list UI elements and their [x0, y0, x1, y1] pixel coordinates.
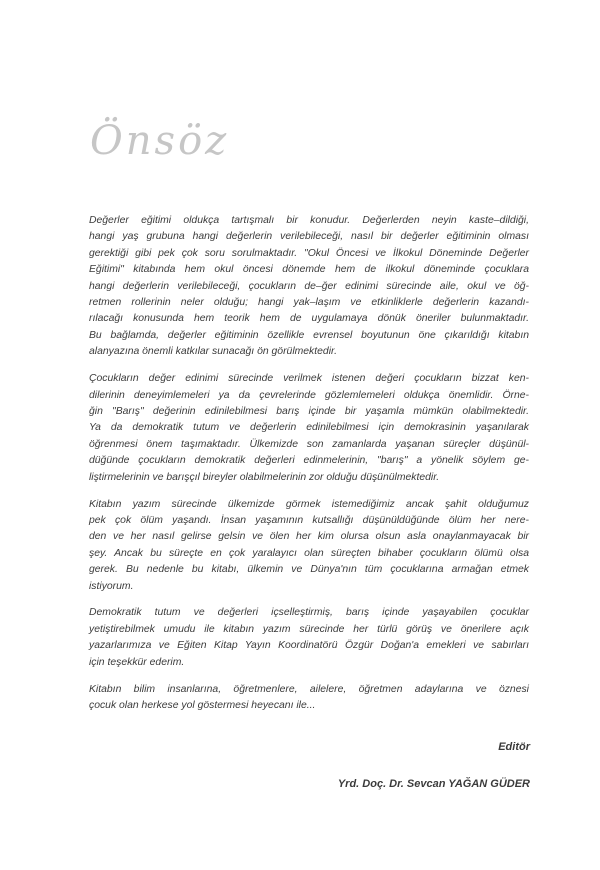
text-line: yazarlarımıza ve Eğiten Kitap Yayın Koordinatörü Özgür Doğan'a emekleri ve sabırları [89, 640, 529, 652]
paragraph-5 [89, 682, 529, 715]
text-line: Kitabın bilim insanlarına, öğretmenlere, ailelere, öğretmen adaylarına ve öznesi [89, 683, 529, 695]
text-line: pek çok ölüm yaşandı. İnsan yaşamının kutsallığı düşünüldüğünde ölüm her nere- [89, 514, 529, 526]
preface-body [89, 213, 529, 725]
text-line: ğin "Barış" değerinin edinilebilmesi barış içinde bir yaşamla mümkün olabilmektedir. [89, 405, 529, 417]
paragraph-2 [89, 371, 529, 486]
text-line: istiyorum. [89, 580, 134, 592]
paragraph-4 [89, 605, 529, 671]
text-line: retmen rollerinin neler olduğu; hangi yak–laşım ve etkinliklerle değerlerin kazandı- [89, 297, 529, 309]
signature-name: Yrd. Doç. Dr. Sevcan YAĞAN GÜDER [337, 778, 530, 790]
text-line: alanyazına önemli katkılar sunacağı ön görülmektedir. [89, 346, 337, 358]
text-line: yetiştirebilmek umudu ile kitabın yazım sürecinde her türlü görüş ve önerilere açık [89, 623, 529, 635]
text-line: Demokratik tutum ve değerleri içselleştirmiş, barış içinde yaşayabilen çocuklar [89, 607, 529, 619]
text-line: Değerler eğitimi oldukça tartışmalı bir konudur. Değerlerden neyin kaste–dildiği, [89, 215, 529, 226]
text-line: hangi değerlerin verilebileceği, çocukların de–ğer edinimi sürecinde aile, okul ve öğ- [89, 280, 529, 292]
text-line: gerektiği gibi pek çok soru sorulmaktadır. "Okul Öncesi ve İlkokul Döneminde Değerler [89, 247, 529, 259]
text-line: öğrenmesi önem taşımaktadır. Ülkemizde son zamanlarda yaşanan süreçler düşünül- [89, 438, 529, 450]
text-line: dilerinin deneyimlemeleri ya da çevrelerinde gözlemlemeleri oldukça önemlidir. Örne- [89, 389, 529, 401]
text-line: den ve her nasıl gelirse gelsin ve ölen her kim olursa olsun asla onaylanmayacak bir [89, 531, 529, 543]
text-line: Bu bağlamda, değerler eğitiminin özellikle evrensel boyutunun öne çıkarıldığı kitabın [89, 329, 529, 341]
text-line: Çocukların değer edinimi sürecinde verilmek istenen değeri çocukların bizzat ken- [89, 373, 529, 385]
text-line: şey. Ancak bu süreçte en çok yaralayıcı olan süreçten bihaber çocukların ölümü olsa [89, 547, 529, 559]
paragraph-3 [89, 497, 529, 595]
text-line: liştirmelerinin ve barışçıl bireyler olabilmelerinin zor olduğu düşünülmektedir. [89, 471, 440, 483]
text-line: için teşekkür ederim. [89, 656, 185, 668]
paragraph-1 [89, 213, 529, 361]
signature-role: Editör [498, 741, 530, 753]
page-title: Önsöz [90, 118, 230, 164]
text-line: gerek. Bu nedenle bu kitabı, ülkemin ve Dünya'nın tüm çocuklarına armağan etmek [89, 564, 529, 576]
text-line: düğünde çocukların demokratik değerleri edinmelerinin, "barış" a yönelik söylem ge- [89, 455, 529, 467]
text-line: rılacağı konusunda hem teorik hem de uygulamaya dönük öneriler bulunmaktadır. [89, 313, 529, 325]
text-line: Ya da demokratik tutum ve değerlerin edinilebilmesi için demokrasinin yaşanılarak [89, 422, 529, 434]
text-line: Kitabın yazım sürecinde ülkemizde görmek istemediğimiz ancak şahit olduğumuz [89, 498, 529, 510]
text-line: Eğitimi" kitabında hem okul öncesi dönemde hem de ilkokul döneminde çocuklara [89, 264, 529, 276]
text-line: çocuk olan herkese yol göstermesi heyecanı ile... [89, 699, 316, 711]
text-line: hangi yaş grubuna hangi değerlerin verilebileceği, nasıl bir değerler eğitiminin olması [89, 231, 529, 243]
